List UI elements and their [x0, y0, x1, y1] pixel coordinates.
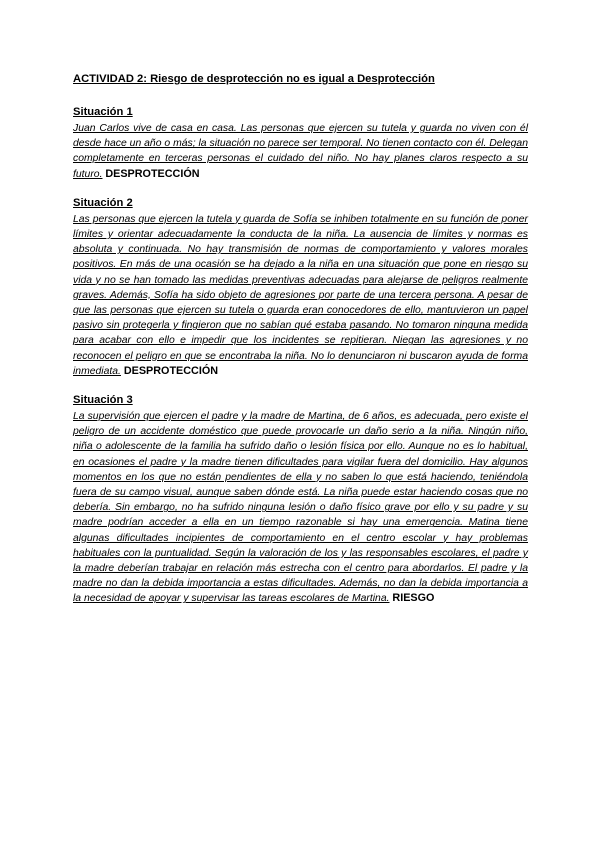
- document-page: [73, 72, 528, 621]
- situation-2-verdict: DESPROTECCIÓN: [123, 364, 219, 377]
- document-title: ACTIVIDAD 2: Riesgo de desprotección no es igual a Desprotección: [73, 73, 435, 85]
- situation-2-body: [73, 212, 528, 379]
- situation-3: [73, 393, 528, 607]
- situation-3-verdict: RIESGO: [392, 592, 435, 605]
- situation-3-body: [73, 409, 528, 607]
- situation-3-heading: Situación 3: [73, 394, 133, 407]
- situation-1-text: Juan Carlos vive de casa en casa. Las personas que ejercen su tutela y guarda no viven con él desde hace un año o más; la situación no parece ser temporal. No tienen contacto con él. Delegan completamente en terceras personas el cuidado del niño. No hay planes claros respecto a su futuro.: [73, 123, 528, 180]
- situation-1-heading: Situación 1: [73, 106, 133, 118]
- situation-1: [73, 105, 528, 182]
- situation-2-heading: Situación 2: [73, 196, 133, 209]
- situation-1-verdict: DESPROTECCIÓN: [105, 167, 200, 180]
- situation-2: [73, 196, 528, 379]
- situation-1-body: [73, 121, 528, 182]
- situation-3-text: La supervisión que ejercen el padre y la madre de Martina, de 6 años, es adecuada, pero existe el peligro de un accidente doméstico que puede provocarle un daño serio a la niña. Ningún niño, niña o adolescente de la familia ha sufrido daño o lesión física por ello. Aunque no es lo habitual, en ocasiones el padre y la madre tienen dificultades para vigilar fuera del domicilio. Hay algunos momentos en los que no están pendientes de ella y no saben lo que está haciendo, teniéndola fuera de su campo visual, aunque saben dónde está. La niña puede estar haciendo cosas que no debería. Sin embargo, no ha sufrido ninguna lesión o daño físico grave por ello y su padre y su madre podrían acceder a ella en un tiempo razonable si hay una emergencia. Matina tiene algunas dificultades incipientes de comportamiento en el centro escolar y hay problemas habituales con la puntualidad. Según la valoración de los y las responsables escolares, el padre y la madre deberían trabajar en relación más estrecha con el centro para abordarlos. El padre y la madre no dan la debida importancia a estas dificultades. Además, no dan la debida importancia a la necesidad de apoyar y supervisar las tareas escolares de Martina.: [73, 411, 528, 605]
- situation-2-text: Las personas que ejercen la tutela y guarda de Sofía se inhiben totalmente en su función de poner límites y orientar adecuadamente la conducta de la niña. La ausencia de límites y normas es absoluta y continuada. No hay transmisión de normas de comportamiento y valores morales positivos. En más de una ocasión se ha dejado a la niña en una situación que pone en riesgo su vida y no se han tomado las medidas preventivas adecuadas para alejarse de peligros realmente graves. Además, Sofía ha sido objeto de agresiones por parte de una tercera persona. A pesar de que las personas que ejercen su tutela o guarda eran conocedores de ello, mantuvieron un papel pasivo sin protegerla y fingieron que no sabían qué estaba pasando. No tomaron ninguna medida para acabar con ello e impedir que los incidentes se repitieran. Niegan las agresiones y no reconocen el peligro en que se encontraba la niña. No lo denunciaron ni buscaron ayuda de forma inmediata.: [73, 213, 528, 377]
